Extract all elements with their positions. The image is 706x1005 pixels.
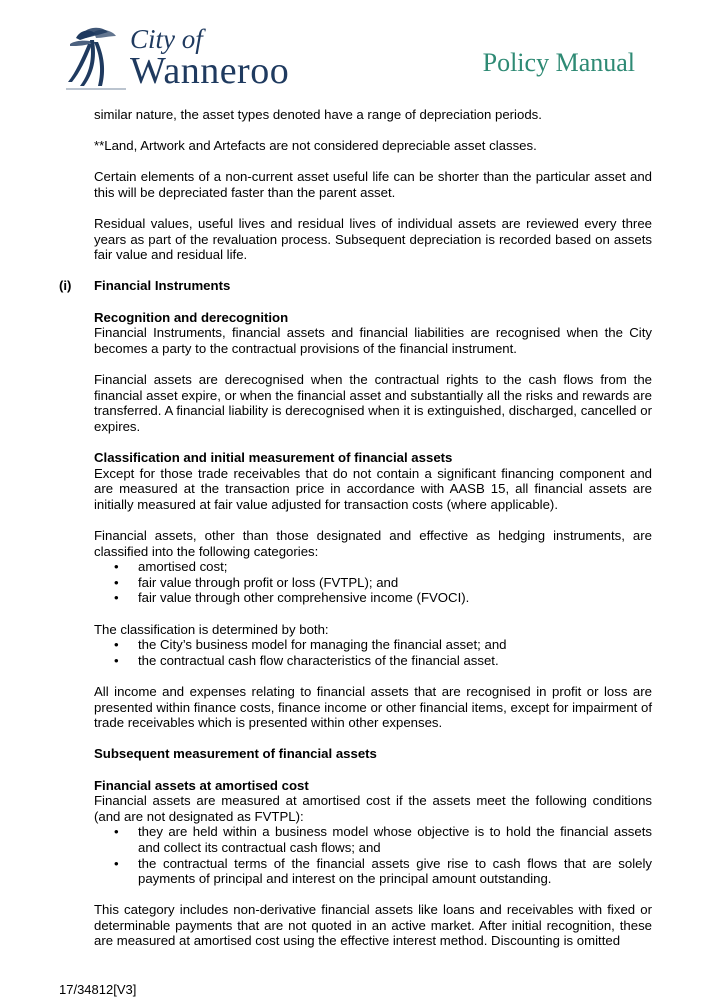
list-item (94, 575, 652, 591)
subheading: Recognition and derecognition (94, 309, 289, 325)
document-reference: 17/34812[V3] (59, 982, 137, 997)
section-number: (i) (59, 278, 72, 293)
paragraph: Residual values, useful lives and residual lives of individual assets are reviewed every three years as part of the revaluation process. Subsequent depreciation is recorded based on assets fair value and residual life. (94, 216, 652, 263)
list-item-text: the contractual terms of the financial assets give rise to cash flows that are solely payments of principal and interest on the principal amount outstanding. (138, 855, 652, 887)
list-item-text: amortised cost; (138, 559, 228, 575)
banksia-flower-icon (66, 24, 128, 90)
subheading: Financial assets at amortised cost (94, 777, 309, 793)
subheading: Subsequent measurement of financial assets (94, 746, 377, 762)
list-item-text: the City’s business model for managing the financial asset; and (138, 637, 507, 653)
list-item (94, 856, 652, 887)
list-item (94, 559, 652, 575)
page-title: Policy Manual (482, 48, 635, 77)
paragraph: Financial assets are measured at amortised cost if the assets meet the following conditions (and are not designated as FVTPL): (94, 793, 652, 824)
bullet-list (94, 559, 652, 606)
bullet-icon: • (114, 574, 119, 590)
list-item (94, 590, 652, 606)
section-heading-spacer (94, 279, 652, 295)
paragraph: **Land, Artwork and Artefacts are not considered depreciable asset classes. (94, 138, 537, 154)
list-item (94, 824, 652, 855)
paragraph: Financial Instruments, financial assets and financial liabilities are recognised when the City becomes a party to the contractual provisions of the financial instrument. (94, 325, 652, 356)
paragraph: All income and expenses relating to financial assets that are recognised in profit or loss are presented within finance costs, finance income or other financial items, except for impairment of trade receivables which is presented within other expenses. (94, 683, 652, 731)
bullet-list (94, 637, 652, 668)
list-item-text: fair value through other comprehensive income (FVOCI). (138, 590, 470, 606)
paragraph: Financial assets are derecognised when the contractual rights to the cash flows from the financial asset expire, or when the financial asset and substantially all the risks and rewards are transferred. A financial liability is derecognised when it is extinguished, discharged, cancelled or expires. (94, 372, 652, 434)
bullet-icon: • (114, 652, 119, 668)
bullet-list (94, 824, 652, 886)
bullet-icon: • (114, 637, 119, 653)
list-item-text: they are held within a business model whose objective is to hold the financial assets and collect its contractual cash flows; and (138, 824, 652, 855)
list-item-text: fair value through profit or loss (FVTPL); and (138, 574, 399, 590)
list-item (94, 637, 652, 653)
paragraph: Financial assets, other than those designated and effective as hedging instruments, are classified into the following categories: (94, 528, 652, 559)
bullet-icon: • (114, 824, 119, 840)
bullet-icon: • (114, 590, 119, 606)
city-logo (66, 24, 306, 94)
paragraph: This category includes non-derivative financial assets like loans and receivables with fixed or determinable payments that are not quoted in an active market. After initial recognition, these are measured at amortised cost using the effective interest method. Discounting is omitted (94, 902, 652, 949)
paragraph: Except for those trade receivables that do not contain a significant financing component and are measured at the transaction price in accordance with AASB 15, all financial assets are initially measured at fair value adjusted for transaction costs (where applicable). (94, 465, 652, 512)
list-item-text: the contractual cash flow characteristics of the financial asset. (138, 652, 499, 668)
document-body (94, 107, 652, 965)
subheading: Classification and initial measurement of financial assets (94, 450, 453, 466)
paragraph: The classification is determined by both: (94, 621, 329, 637)
bullet-icon: • (114, 855, 119, 871)
list-item (94, 653, 652, 669)
section-title: Financial Instruments (94, 278, 231, 293)
logo-text-city-of: City of (130, 24, 203, 54)
paragraph: similar nature, the asset types denoted have a range of depreciation periods. (94, 107, 542, 122)
paragraph: Certain elements of a non-current asset useful life can be shorter than the particular asset and this will be depreciated faster than the parent asset. (94, 169, 652, 200)
logo-text-wanneroo: Wanneroo (130, 50, 290, 92)
bullet-icon: • (114, 559, 119, 575)
